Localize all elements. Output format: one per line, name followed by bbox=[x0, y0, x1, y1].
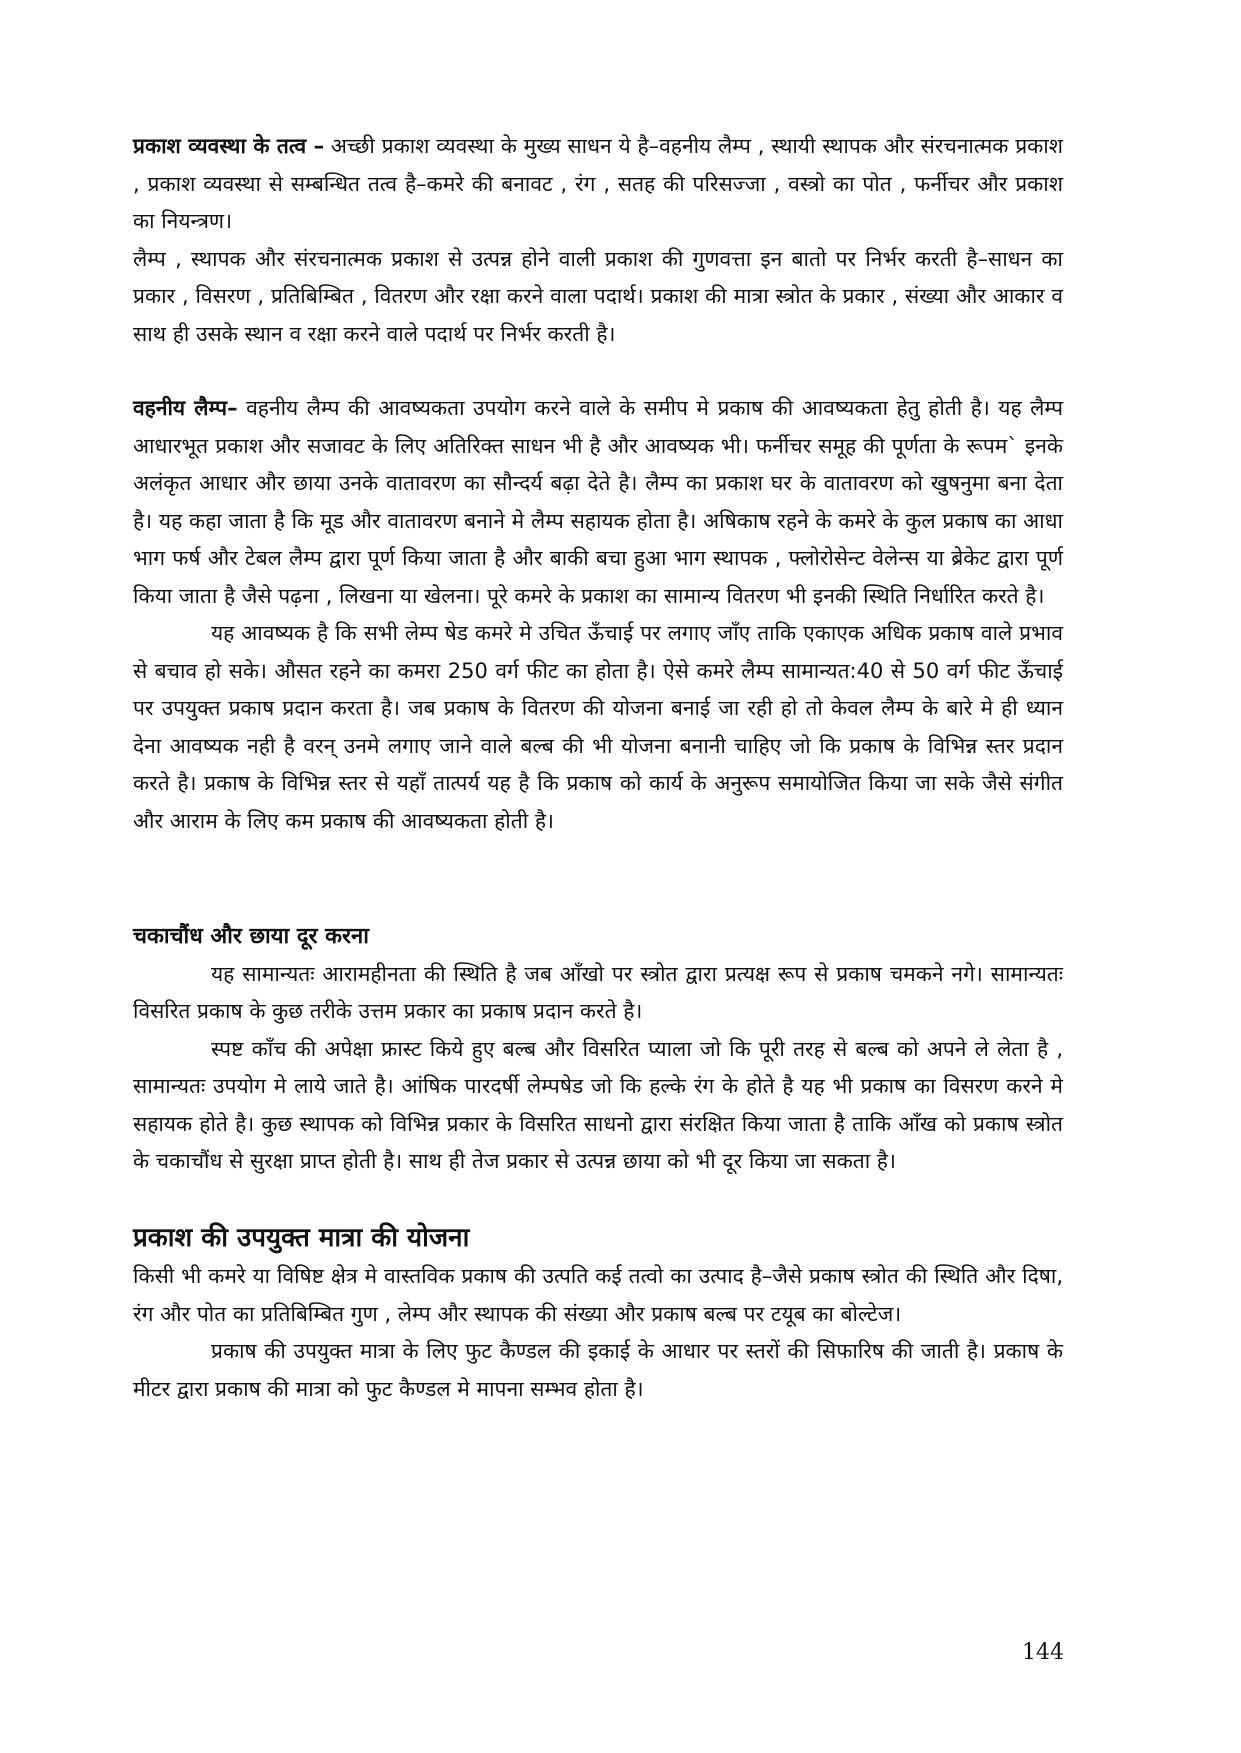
paragraph: किसी भी कमरे या विषिष्ट क्षेत्र मे वास्तविक प्रकाष की उत्पति कई तत्वो का उत्पाद है–जैसे प्रकाष स्त्रोत की स्थिति और दिषा, रंग और पोत का प्रतिबिम्बित गुण , लेम्प और स्थापक की संख्या और प्रकाष बल्ब पर टयूब का बोल्टेज। bbox=[133, 1264, 1063, 1326]
paragraph: प्रकाष की उपयुक्त मात्रा के लिए फुट कैण्डल की इकाई के आधार पर स्तरों की सिफारिष की जाती है। प्रकाष के मीटर द्वारा प्रकाष की मात्रा को फुट कैण्डल मे मापना सम्भव होता है। bbox=[133, 1339, 1063, 1401]
section-lighting-elements bbox=[133, 128, 1063, 353]
section-glare bbox=[133, 918, 1063, 1181]
paragraph bbox=[133, 128, 1063, 241]
section-lead: प्रकाश व्यवस्था के तत्व – bbox=[133, 134, 325, 158]
section-heading: प्रकाश की उपयुक्त मात्रा की योजना bbox=[133, 1223, 470, 1253]
section-lead: वहनीय लैम्प– bbox=[133, 396, 238, 420]
section-portable-lamp bbox=[133, 390, 1063, 840]
paragraph: स्पष्ट काँच की अपेक्षा फ्रास्ट किये हुए बल्ब और विसरित प्याला जो कि पूरी तरह से बल्ब को अपने ले लेता है , सामान्यतः उपयोग मे लाये जाते है। आंषिक पारदर्षी लेम्पषेड जो कि हल्के रंग के होते है यह भी प्रकाष का विसरण करने मे सहायक होते है। कुछ स्थापक को विभिन्न प्रकार के विसरित साधनो द्वारा संरक्षित किया जाता है ताकि आँख को प्रकाष स्त्रोत के चकाचौंध से सुरक्षा प्राप्त होती है। साथ ही तेज प्रकार से उत्पन्न छाया को भी दूर किया जा सकता है। bbox=[133, 1036, 1063, 1173]
page-number: 144 bbox=[1022, 1640, 1064, 1665]
paragraph: यह सामान्यतः आरामहीनता की स्थिति है जब आँखो पर स्त्रोत द्वारा प्रत्यक्ष रूप से प्रकाष चमकने नगे। सामान्यतः विसरित प्रकाष के कुछ तरीके उत्तम प्रकार का प्रकाष प्रदान करते है। bbox=[133, 961, 1063, 1023]
section-heading: चकाचौंध और छाया दूर करना bbox=[133, 924, 369, 949]
section-light-quantity bbox=[133, 1218, 1063, 1408]
paragraph bbox=[133, 390, 1063, 615]
paragraph-text: वहनीय लैम्प की आवष्यकता उपयोग करने वाले के समीप मे प्रकाष की आवष्यकता हेतु होती है। यह लैम्प आधारभूत प्रकाश और सजावट के लिए अतिरिक्त साधन भी है और आवष्यक भी। फर्नीचर समूह की पूर्णता के रूपम` इनके अलंकृत आधार और छाया उनके वातावरण का सौन्दर्य बढ़ा देते है। लैम्प का प्रकाश घर के वातावरण को खुषनुमा बना देता है। यह कहा जाता है कि मूड और वातावरण बनाने मे लैम्प सहायक होता है। अषिकाष रहने के कमरे के कुल प्रकाष का आधा भाग फर्ष और टेबल लैम्प द्वारा पूर्ण किया जाता है और बाकी बचा हुआ भाग स्थापक , फ्लोरोसेन्ट वेलेन्स या ब्रेकेट द्वारा पूर्ण किया जाता है जैसे पढ़ना , लिखना या खेलना। पूरे कमरे के प्रकाश का सामान्य वितरण भी इनकी स्थिति निर्धारित करते है। bbox=[133, 396, 1063, 608]
paragraph: लैम्प , स्थापक और संरचनात्मक प्रकाश से उत्पन्न होने वाली प्रकाश की गुणवत्ता इन बातो पर निर्भर करती है–साधन का प्रकार , विसरण , प्रतिबिम्बित , वितरण और रक्षा करने वाला पदार्थ। प्रकाश की मात्रा स्त्रोत के प्रकार , संख्या और आकार व साथ ही उसके स्थान व रक्षा करने वाले पदार्थ पर निर्भर करती है। bbox=[133, 246, 1063, 346]
paragraph-text: अच्छी प्रकाश व्यवस्था के मुख्य साधन ये है–वहनीय लैम्प , स्थायी स्थापक और संरचनात्मक प्रकाश , प्रकाश व्यवस्था से सम्बन्धित तत्व है–कमरे की बनावट , रंग , सतह की परिसज्जा , वस्त्रो का पोत , फर्नीचर और प्रकाश का नियन्त्रण। bbox=[133, 134, 1063, 233]
paragraph: यह आवष्यक है कि सभी लेम्प षेड कमरे मे उचित ऊँचाई पर लगाए जाँए ताकि एकाएक अधिक प्रकाष वाले प्रभाव से बचाव हो सके। औसत रहने का कमरा 250 वर्ग फीट का होता है। ऐसे कमरे लैम्प सामान्यत:40 से 50 वर्ग फीट ऊँचाई पर उपयुक्त प्रकाष प्रदान करता है। जब प्रकाष के वितरण की योजना बनाई जा रही हो तो केवल लैम्प के बारे मे ही ध्यान देना आवष्यक नही है वरन् उनमे लगाए जाने वाले बल्ब की भी योजना बनानी चाहिए जो कि प्रकाष के विभिन्न स्तर प्रदान करते है। प्रकाष के विभिन्न स्तर से यहाँ तात्पर्य यह है कि प्रकाष को कार्य के अनुरूप समायोजित किया जा सके जैसे संगीत और आराम के लिए कम प्रकाष की आवष्यकता होती है। bbox=[133, 621, 1063, 833]
